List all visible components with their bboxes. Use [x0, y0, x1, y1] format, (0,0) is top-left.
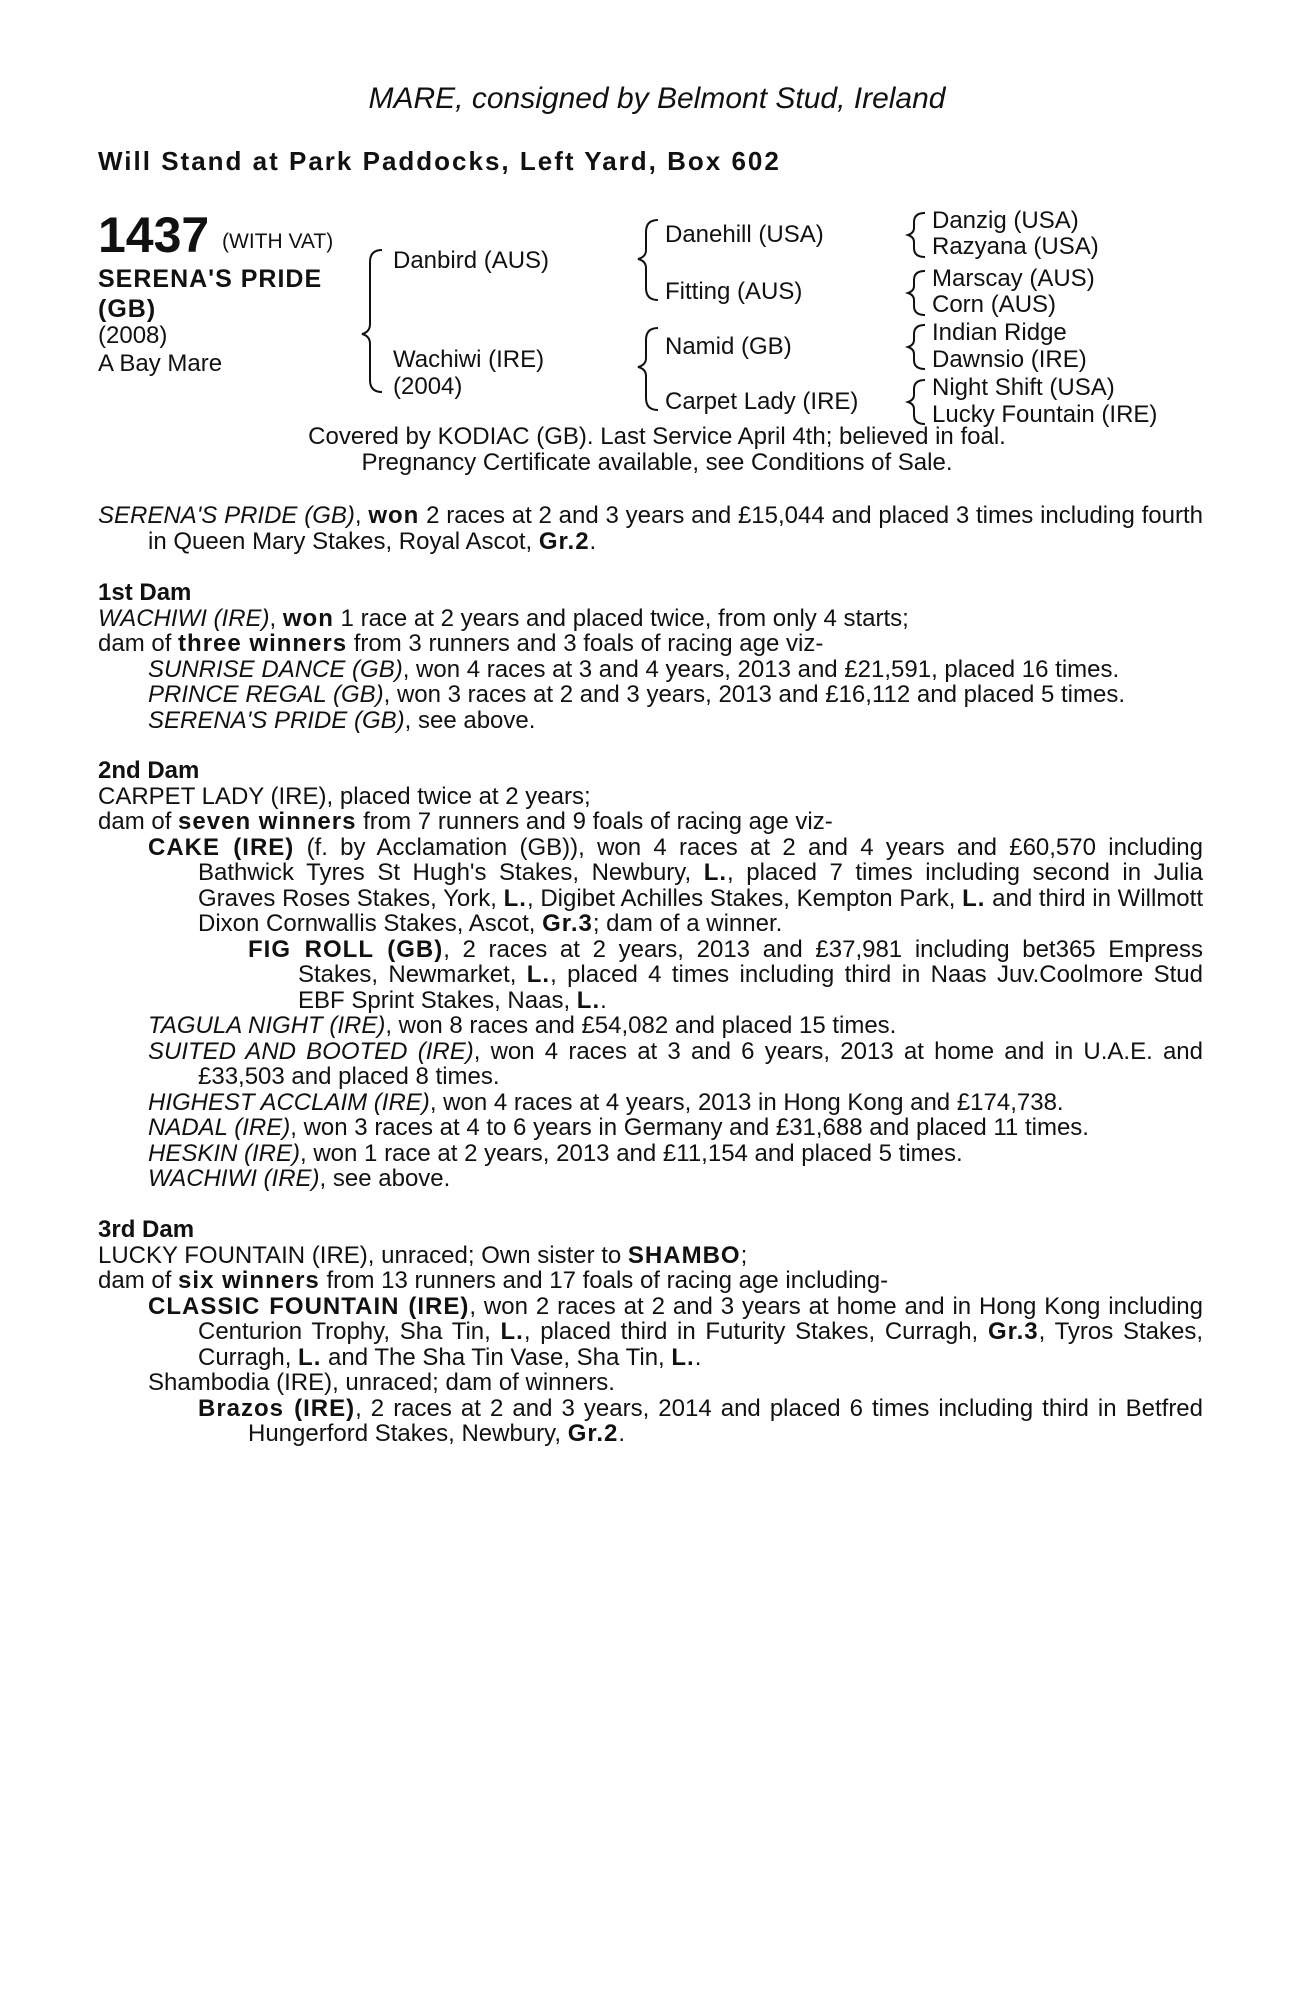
- horse-name-line2: (GB): [98, 295, 157, 323]
- intro-paragraph: SERENA'S PRIDE (GB), won 2 races at 2 and 3 years and £15,044 and placed 3 times including fourth in Queen Mary Stakes, Royal Ascot, Gr.2.: [98, 502, 1203, 555]
- third-dam-line2: [98, 1268, 1203, 1294]
- listed-mark: L.: [703, 859, 728, 886]
- intro-won: won: [368, 502, 420, 529]
- progeny-1-text: , won 4 races at 3 and 4 years, 2013 and £21,591, placed 16 times.: [402, 655, 1120, 683]
- progeny-heskin: [148, 1141, 1203, 1167]
- pedigree-dam-year: (2004): [393, 373, 463, 400]
- nadal-text: , won 3 races at 4 to 6 years in Germany and £31,688 and placed 11 times.: [290, 1114, 1089, 1141]
- cake-grade: Gr.3: [542, 910, 593, 937]
- pedigree-sire: Danbird (AUS): [393, 247, 550, 274]
- wachiwi-text: , see above.: [319, 1165, 451, 1192]
- progeny-classic-fountain: [148, 1294, 1203, 1371]
- brazos-text-b: .: [618, 1420, 626, 1447]
- first-dam-won: won: [282, 604, 334, 632]
- listed-mark: L.: [671, 1343, 695, 1371]
- bracket-dam: [638, 328, 658, 410]
- progeny-3: [148, 708, 1203, 734]
- second-dam-section: [98, 758, 1203, 1192]
- fig-text-b: , placed 4 times including third in Naas Juv.Coolmore Stud EBF Sprint Stakes, Naas,: [298, 961, 1203, 1014]
- bracket-sire: [638, 220, 658, 300]
- second-dam-line1: CARPET LADY (IRE), placed twice at 2 years;: [98, 782, 591, 810]
- third-dam-heading: 3rd Dam: [98, 1216, 195, 1243]
- cf-text-d: and The Sha Tin Vase, Sha Tin,: [321, 1343, 672, 1371]
- bracket-g56: [908, 325, 925, 369]
- progeny-suited-and-booted: [148, 1039, 1203, 1090]
- first-dam-heading: 1st Dam: [98, 579, 192, 606]
- listed-mark: L.: [576, 986, 601, 1014]
- covered-line1: Covered by KODIAC (GB). Last Service April 4th; believed in foal.: [308, 423, 1006, 450]
- progeny-cake: [148, 835, 1203, 937]
- pedigree-g2: Razyana (USA): [932, 233, 1099, 260]
- stand-location: Will Stand at Park Paddocks, Left Yard, Box 602: [98, 146, 781, 176]
- tagula-name: TAGULA NIGHT (IRE): [148, 1012, 386, 1039]
- third-dam-dam-of: dam of: [98, 1267, 179, 1294]
- progeny-tagula-night: [148, 1013, 1203, 1039]
- intro-text: 2 races at 2 and 3 years and £15,044 and placed 3 times including fourth in Queen Mary Stakes, Royal Ascot,: [148, 502, 1203, 555]
- tagula-text: , won 8 races and £54,082 and placed 15 times.: [385, 1012, 897, 1039]
- brazos-grade: Gr.2: [567, 1420, 619, 1447]
- brazos-name: Brazos (IRE): [198, 1394, 356, 1422]
- progeny-shambodia: Shambodia (IRE), unraced; dam of winners.: [148, 1369, 615, 1396]
- first-dam-name: WACHIWI (IRE): [98, 604, 270, 632]
- heskin-text: , won 1 race at 2 years, 2013 and £11,154 and placed 5 times.: [300, 1139, 963, 1167]
- cake-name: CAKE (IRE): [148, 833, 295, 861]
- listed-mark: L.: [500, 1318, 524, 1345]
- pedigree-g3: Marscay (AUS): [932, 265, 1095, 292]
- listed-mark: L.: [526, 961, 551, 988]
- second-dam-winners: seven winners: [178, 808, 357, 835]
- pedigree-g8: Lucky Fountain (IRE): [932, 401, 1158, 428]
- pedigree-g4: Corn (AUS): [932, 291, 1057, 318]
- third-dam-text: LUCKY FOUNTAIN (IRE), unraced; Own sister to: [98, 1241, 628, 1269]
- cake-text-c: , Digibet Achilles Stakes, Kempton Park,: [526, 884, 963, 912]
- pedigree-dam: Wachiwi (IRE): [393, 346, 545, 373]
- listed-mark: L.: [962, 884, 986, 912]
- progeny-2-name: PRINCE REGAL (GB): [148, 681, 384, 708]
- intro-section: [98, 503, 1203, 554]
- pedigree-g1: Danzig (USA): [932, 207, 1079, 234]
- first-dam-runners: from 3 runners and 3 foals of racing age viz-: [347, 630, 824, 657]
- lot-number: 1437: [98, 207, 210, 263]
- intro-period: .: [589, 527, 597, 555]
- suited-text: , won 4 races at 3 and 6 years, 2013 at home and in U.A.E. and £33,503 and placed 8 times.: [198, 1037, 1203, 1090]
- covered-line2: Pregnancy Certificate available, see Conditions of Sale.: [361, 449, 953, 476]
- second-dam-heading: 2nd Dam: [98, 757, 200, 784]
- bracket-g12: [908, 213, 925, 257]
- fig-text-a: , 2 races at 2 years, 2013 and £37,981 including bet365 Empress Stakes, Newmarket,: [298, 935, 1203, 988]
- progeny-2: [148, 682, 1203, 708]
- second-dam-runners: from 7 runners and 9 foals of racing age viz-: [356, 808, 833, 835]
- progeny-1: [148, 657, 1203, 683]
- highest-name: HIGHEST ACCLAIM (IRE): [148, 1088, 430, 1116]
- suited-name: SUITED AND BOOTED (IRE): [148, 1037, 474, 1065]
- progeny-1-name: SUNRISE DANCE (GB): [148, 655, 403, 683]
- first-dam-section: [98, 580, 1203, 733]
- cf-text-c: , Tyros Stakes, Curragh,: [198, 1318, 1203, 1371]
- bracket-main: [362, 250, 382, 392]
- progeny-highest-acclaim: [148, 1090, 1203, 1116]
- progeny-3-name: SERENA'S PRIDE (GB): [148, 706, 405, 734]
- cf-grade: Gr.3: [987, 1318, 1039, 1345]
- cf-text-a: , won 2 races at 2 and 3 years at home and in Hong Kong including Centurion Trophy, Sha Tin,: [198, 1292, 1203, 1345]
- pedigree-brackets: [0, 0, 1314, 440]
- progeny-fig-roll: [248, 937, 1203, 1014]
- horse-description: A Bay Mare: [98, 350, 223, 377]
- first-dam-winners: three winners: [178, 630, 348, 657]
- progeny-2-text: , won 3 races at 2 and 3 years, 2013 and £16,112 and placed 5 times.: [383, 681, 1125, 708]
- intro-grade: Gr.2: [538, 527, 590, 555]
- cake-text-a: (f. by Acclamation (GB)), won 4 races at 2 and 4 years and £60,570 including Bathwick Tyres St Hugh's Stakes, Newbury,: [198, 833, 1203, 886]
- progeny-nadal: [148, 1115, 1203, 1141]
- cf-text-e: .: [694, 1343, 702, 1371]
- first-dam-dam-of: dam of: [98, 630, 179, 657]
- wachiwi-name: WACHIWI (IRE): [148, 1165, 320, 1192]
- listed-mark: L.: [298, 1343, 322, 1371]
- classic-fountain-name: CLASSIC FOUNTAIN (IRE): [148, 1292, 470, 1320]
- second-dam-line2: [98, 809, 1203, 835]
- intro-horse-name: SERENA'S PRIDE (GB): [98, 502, 355, 529]
- shambo-name: SHAMBO: [627, 1241, 741, 1269]
- vat-label: (WITH VAT): [222, 230, 334, 253]
- page-title: MARE, consigned by Belmont Stud, Ireland: [368, 82, 946, 115]
- progeny-3-text: , see above.: [404, 706, 536, 734]
- brazos-text-a: , 2 races at 2 and 3 years, 2014 and placed 6 times including third in Betfred Hungerford Stakes, Newbury,: [248, 1394, 1204, 1447]
- progeny-wachiwi: [148, 1166, 1203, 1192]
- listed-mark: L.: [503, 884, 527, 912]
- cake-text-e: ; dam of a winner.: [592, 910, 783, 937]
- progeny-brazos: [198, 1396, 1203, 1447]
- pedigree-sire-sire: Danehill (USA): [665, 221, 824, 248]
- bracket-g34: [908, 271, 925, 315]
- third-dam-line1: [98, 1243, 1203, 1269]
- pedigree-dam-sire: Namid (GB): [665, 333, 792, 360]
- pedigree-sire-dam: Fitting (AUS): [665, 278, 803, 305]
- pedigree-g5: Indian Ridge: [932, 319, 1067, 346]
- third-dam-section: [98, 1217, 1203, 1447]
- first-dam-line1: WACHIWI (IRE), won 1 race at 2 years and placed twice, from only 4 starts;: [98, 604, 909, 632]
- heskin-name: HESKIN (IRE): [148, 1139, 301, 1167]
- second-dam-dam-of: dam of: [98, 808, 179, 835]
- cake-text-d: and third in Willmott Dixon Cornwallis Stakes, Ascot,: [198, 884, 1203, 937]
- horse-name-line1: SERENA'S PRIDE: [98, 265, 323, 293]
- third-dam-semicolon: ;: [740, 1241, 748, 1269]
- covered-note: [0, 424, 1314, 476]
- fig-roll-name: FIG ROLL (GB): [248, 935, 444, 963]
- first-dam-line2: [98, 631, 1203, 657]
- pedigree-g7: Night Shift (USA): [932, 374, 1115, 401]
- cf-text-b: , placed third in Futurity Stakes, Curragh,: [523, 1318, 988, 1345]
- first-dam-text: 1 race at 2 years and placed twice, from only 4 starts;: [333, 604, 909, 632]
- third-dam-runners: from 13 runners and 17 foals of racing age including-: [319, 1267, 889, 1294]
- fig-text-c: .: [600, 986, 607, 1014]
- cake-text-b: , placed 7 times including second in Julia Graves Roses Stakes, York,: [198, 859, 1203, 912]
- bracket-g78: [908, 380, 925, 424]
- third-dam-winners: six winners: [178, 1267, 320, 1294]
- horse-year: (2008): [98, 322, 168, 349]
- highest-text: , won 4 races at 4 years, 2013 in Hong Kong and £174,738.: [429, 1088, 1064, 1116]
- pedigree-g6: Dawnsio (IRE): [932, 346, 1087, 373]
- pedigree-dam-dam: Carpet Lady (IRE): [665, 388, 859, 415]
- nadal-name: NADAL (IRE): [148, 1114, 291, 1141]
